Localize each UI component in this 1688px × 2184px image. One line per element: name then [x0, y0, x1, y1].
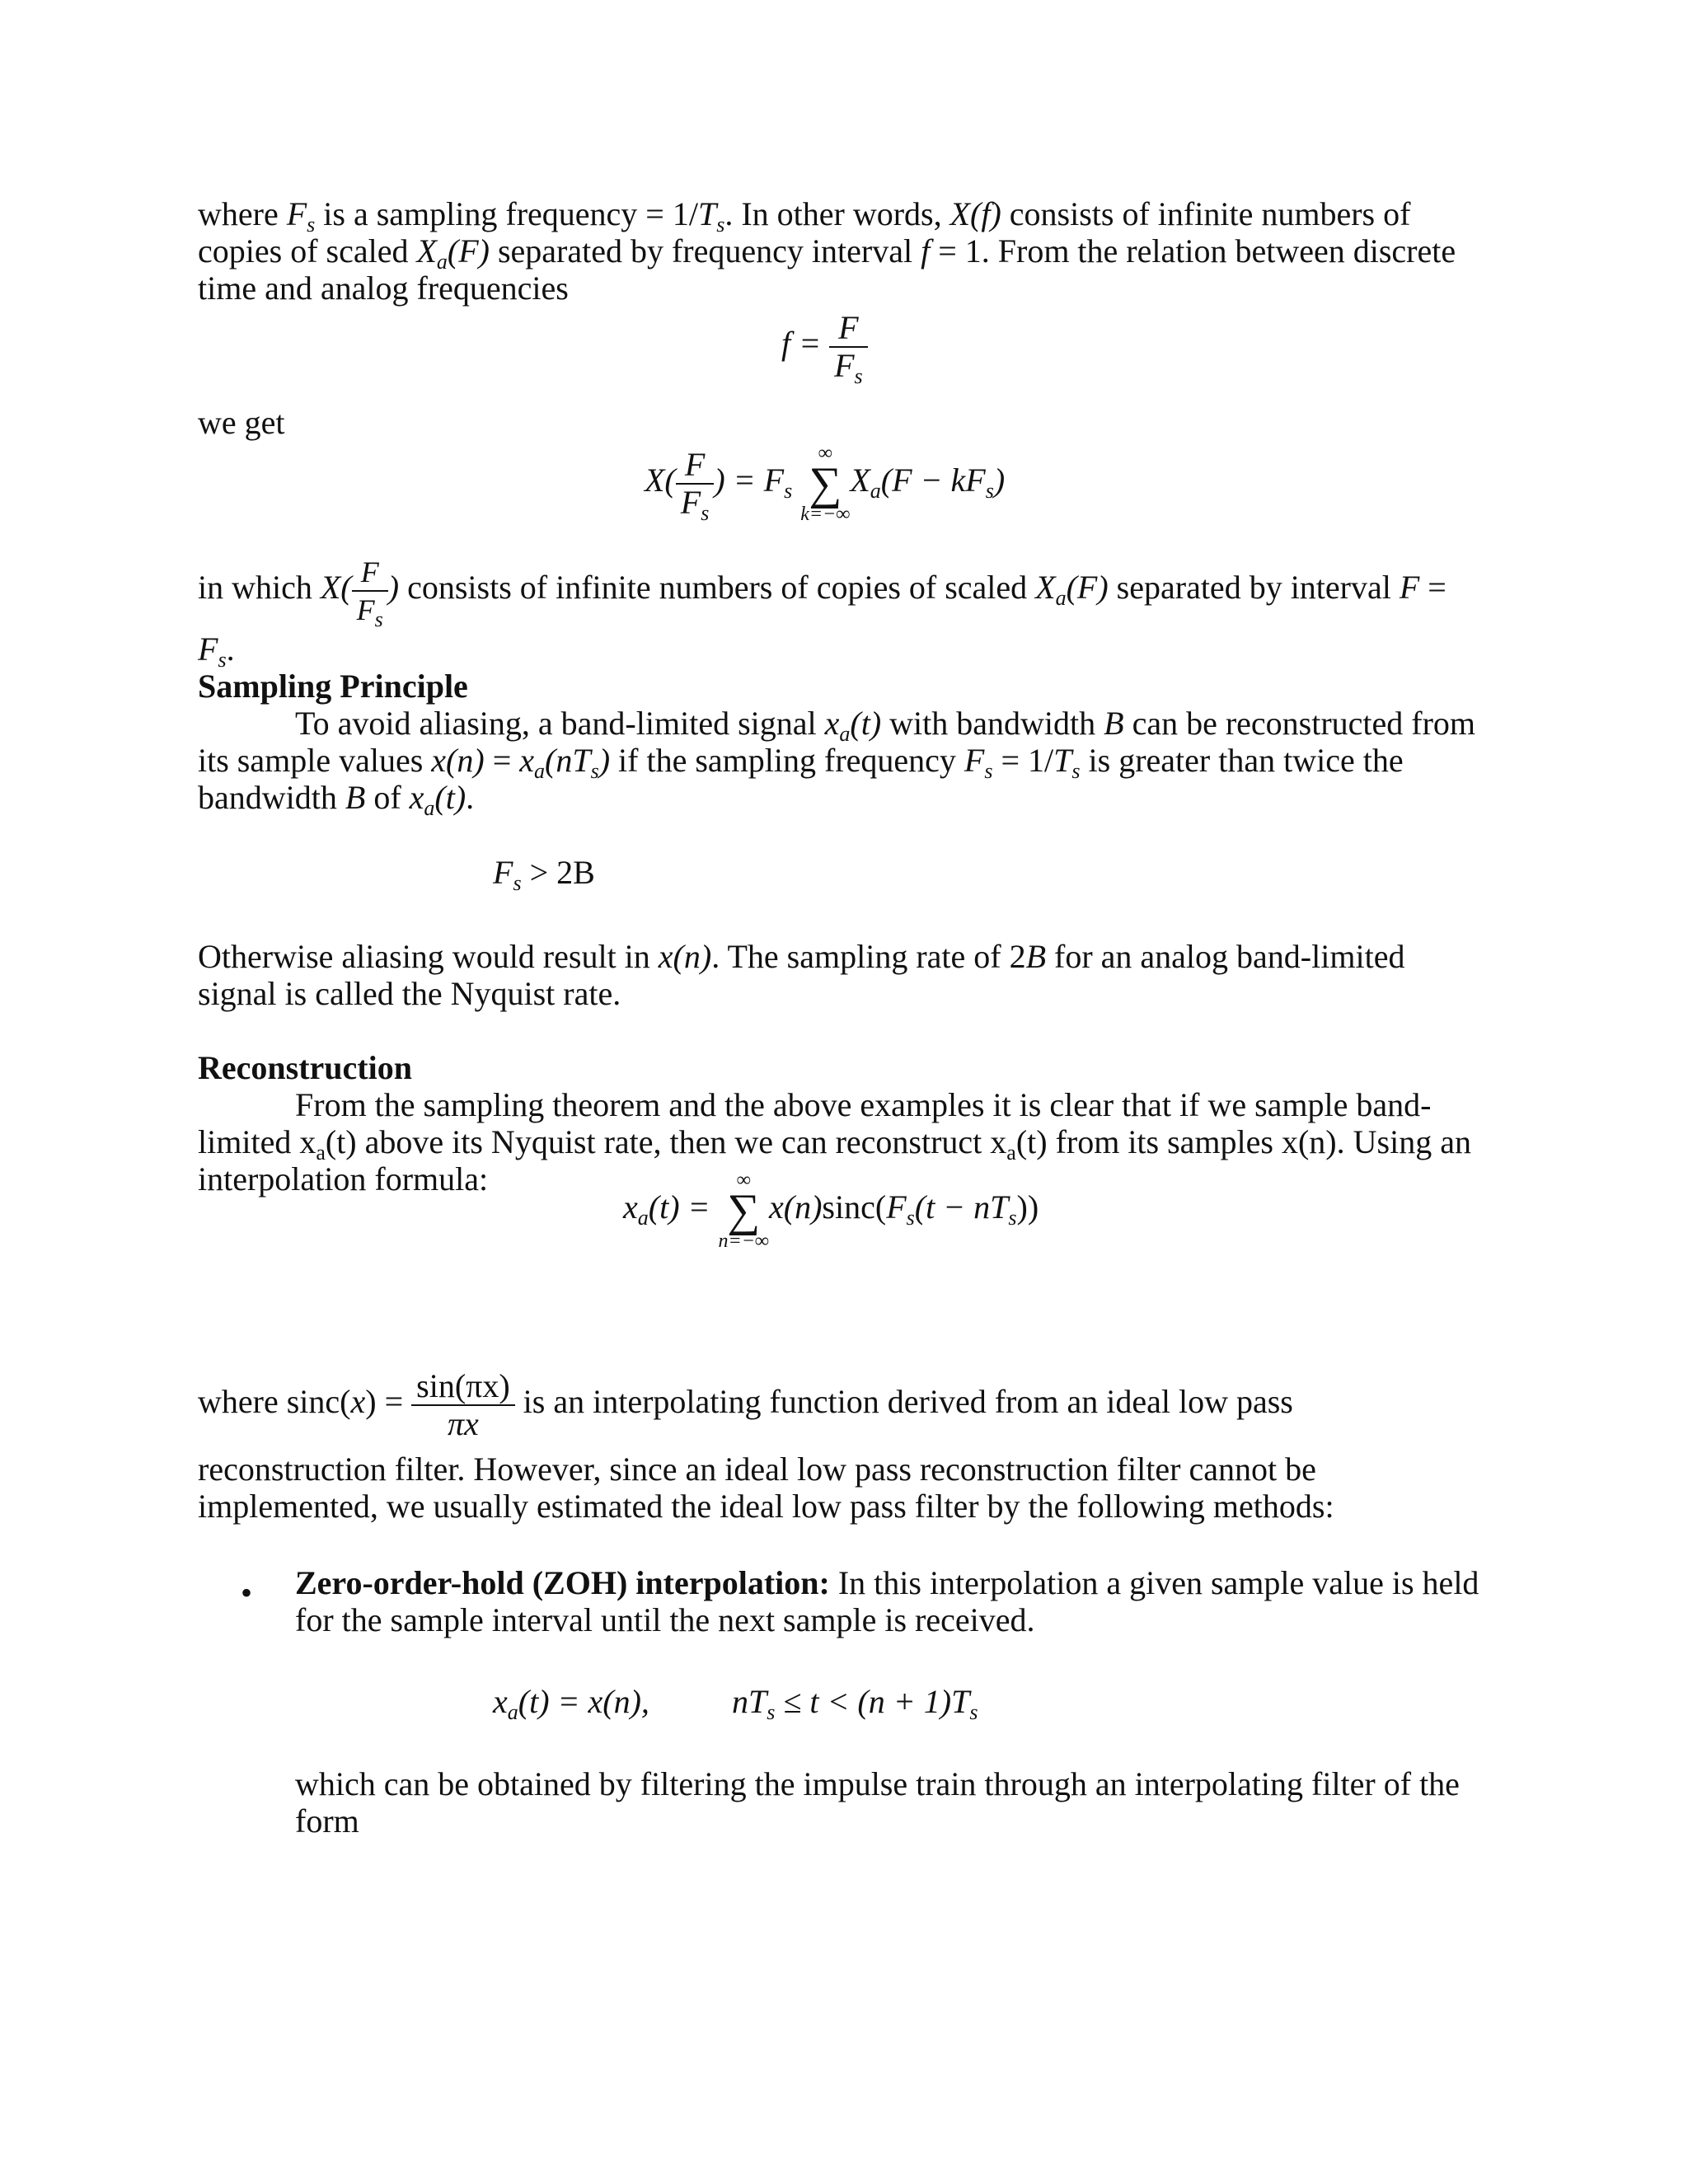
paragraph-in-which: [198, 554, 1484, 631]
equation-text: X(: [645, 462, 676, 499]
equation-text: (F − kF: [880, 462, 986, 499]
symbol: F: [1399, 569, 1420, 607]
symbol: T: [1053, 742, 1072, 779]
text: where: [198, 1383, 287, 1421]
symbol: X: [1035, 569, 1056, 607]
equation-interpolation-formula: [623, 1170, 1039, 1251]
equation-lhs: f =: [781, 325, 822, 363]
text: for an analog band-limited signal is called the Nyquist rate.: [198, 938, 1405, 1012]
symbol: X(f): [950, 195, 1001, 232]
symbol: X: [416, 232, 437, 269]
symbol: x(n): [431, 742, 485, 779]
symbol: B: [1025, 938, 1047, 975]
heading-reconstruction: Reconstruction: [198, 1049, 412, 1086]
subscript: s: [590, 759, 599, 783]
symbol: f: [921, 232, 931, 269]
symbol: (F): [447, 232, 490, 269]
numerator: F: [352, 554, 388, 592]
summation: [800, 443, 850, 524]
subscript: a: [534, 759, 546, 783]
subscript: s: [716, 213, 725, 237]
equation-text: F: [886, 1188, 907, 1226]
text: with bandwidth: [881, 705, 1104, 742]
subscript: a: [507, 1700, 518, 1724]
subscript: a: [424, 796, 435, 820]
text: From the sampling theorem and the above examples it is clear that if we sample band-limited x: [198, 1086, 1432, 1160]
symbol: F: [286, 195, 307, 232]
symbol: x: [350, 1383, 366, 1421]
text: where: [198, 195, 287, 232]
text: . The sampling rate of 2: [711, 938, 1026, 975]
numerator: F: [829, 310, 868, 348]
fraction: [676, 446, 715, 525]
text: is greater than twice the bandwidth: [198, 742, 1404, 816]
text: consists of infinite numbers of copies of scaled: [198, 195, 1411, 269]
numerator: sin(πx): [411, 1368, 515, 1406]
symbol: (t): [850, 705, 882, 742]
text: Otherwise aliasing would result in: [198, 938, 659, 975]
denominator: [352, 592, 388, 631]
text: consists of infinite numbers of copies of scaled: [399, 569, 1036, 607]
symbol: B: [1104, 705, 1124, 742]
subscript: s: [969, 1700, 978, 1724]
denominator: [676, 484, 715, 525]
sum-upper-limit: ∞: [818, 443, 832, 464]
subscript: s: [1008, 1206, 1017, 1230]
subscript: a: [436, 250, 448, 274]
subscript: s: [218, 648, 227, 672]
subscript: s: [906, 1206, 915, 1230]
equation-spectrum-replicas: [645, 443, 1005, 524]
symbol: ) =: [365, 1383, 404, 1421]
bullet-symbol: •: [241, 1574, 253, 1611]
equation-text: ) = F: [714, 462, 785, 499]
text: is a sampling frequency = 1/: [315, 195, 698, 232]
subscript: a: [1006, 1141, 1016, 1165]
numerator: F: [676, 447, 715, 485]
subscript: a: [870, 479, 881, 504]
symbol: T: [697, 195, 717, 232]
fraction: [352, 554, 388, 631]
paragraph-sampling-principle: [198, 705, 1484, 820]
equation-normalized-frequency: [781, 309, 868, 388]
text: =: [484, 742, 520, 779]
paragraph-filter-methods: reconstruction filter. However, since an ideal low pass reconstruction filter cannot be implemented, we usually estimated the ideal low pass filter by the following methods:: [198, 1451, 1334, 1525]
denominator: πx: [448, 1405, 479, 1442]
sigma-symbol: ∑: [809, 458, 842, 509]
heading-sampling-principle: Sampling Principle: [198, 668, 468, 705]
subscript: s: [985, 479, 994, 504]
subscript: s: [1071, 759, 1081, 783]
summation: [719, 1170, 770, 1251]
equation-text: sinc(: [822, 1188, 887, 1226]
subscript: s: [374, 607, 383, 631]
equation-nyquist-condition: [493, 854, 595, 895]
text: .: [466, 779, 475, 816]
text: .: [226, 630, 235, 668]
subscript: s: [784, 479, 793, 504]
paragraph-sampling-spectrum: [198, 195, 1484, 307]
text: = 1. From the relation between discrete time and analog frequencies: [198, 232, 1456, 307]
paragraph-sinc-definition: [198, 1368, 1484, 1442]
equation-text: > 2B: [521, 854, 595, 891]
symbol: F: [198, 630, 218, 668]
symbol: x: [519, 742, 535, 779]
text: In this interpolation a given sample value is held for the sample interval until the next sample is received.: [295, 1564, 1479, 1638]
text: =: [1419, 569, 1447, 607]
symbol: B: [345, 779, 366, 816]
symbol: F: [964, 742, 985, 779]
text-fs-continuation: [198, 630, 1484, 672]
equation-text: (t) =: [648, 1188, 710, 1226]
symbol: sinc(: [286, 1383, 351, 1421]
symbol: ): [598, 742, 611, 779]
sigma-symbol: ∑: [727, 1185, 761, 1236]
equation-text: F: [493, 854, 513, 891]
symbol: x: [824, 705, 840, 742]
text: separated by frequency interval: [489, 232, 921, 269]
subscript: s: [701, 501, 710, 525]
sum-upper-limit: ∞: [736, 1169, 751, 1191]
symbol: ): [387, 569, 400, 607]
equation-text: (t − nT: [914, 1188, 1009, 1226]
fraction: [411, 1368, 515, 1442]
subscript: a: [316, 1141, 326, 1165]
equation-text: ): [993, 462, 1006, 499]
text-we-get: we get: [198, 404, 285, 441]
symbol: X(: [320, 569, 352, 607]
denominator-symbol: F: [356, 593, 375, 626]
equation-zoh-condition: [732, 1683, 978, 1724]
equation-text: )): [1016, 1188, 1039, 1226]
list-item-title: Zero-order-hold (ZOH) interpolation:: [295, 1564, 830, 1601]
equation-text: x: [493, 1683, 508, 1720]
subscript: s: [307, 213, 316, 237]
denominator-symbol: F: [834, 347, 855, 384]
text: (t) from its samples x(n). Using an interpolation formula:: [198, 1123, 1471, 1197]
equation-text: nT: [732, 1683, 767, 1720]
equation-text: (t) = x(n),: [518, 1683, 649, 1720]
equation-text: X: [850, 462, 870, 499]
text: in which: [198, 569, 321, 607]
equation-text: x: [623, 1188, 638, 1226]
text: (t) above its Nyquist rate, then we can reconstruct x: [325, 1123, 1007, 1160]
fraction: [829, 309, 868, 388]
denominator: [829, 347, 868, 388]
symbol: (nT: [545, 742, 591, 779]
text: . In other words,: [724, 195, 950, 232]
subscript: a: [839, 722, 851, 746]
text: of: [365, 779, 410, 816]
text: separated by interval: [1108, 569, 1400, 607]
text: can be reconstructed from its sample values: [198, 705, 1476, 779]
list-item-zoh: [295, 1564, 1482, 1638]
equation-zoh: [493, 1683, 649, 1724]
symbol: (t): [434, 779, 467, 816]
denominator-symbol: F: [680, 484, 701, 521]
subscript: s: [854, 364, 863, 388]
subscript: s: [767, 1700, 776, 1724]
equation-text: ≤ t < (n + 1)T: [775, 1683, 970, 1720]
paragraph-interpolating-filter: which can be obtained by filtering the impulse train through an interpolating filter of the form: [295, 1765, 1460, 1840]
paragraph-nyquist-rate: [198, 938, 1484, 1012]
subscript: s: [984, 759, 993, 783]
text: = 1/: [992, 742, 1054, 779]
symbol: (F): [1066, 569, 1109, 607]
symbol: x: [409, 779, 424, 816]
sum-lower-limit: k=−∞: [800, 504, 851, 525]
equation-text: x(n): [769, 1188, 823, 1226]
subscript: a: [1055, 586, 1067, 611]
symbol: x(n): [658, 938, 712, 975]
text: if the sampling frequency: [610, 742, 964, 779]
text: To avoid aliasing, a band-limited signal: [295, 705, 825, 742]
text: is an interpolating function derived from an ideal low pass: [514, 1383, 1293, 1421]
sum-lower-limit: n=−∞: [718, 1230, 770, 1252]
subscript: s: [513, 871, 522, 895]
subscript: a: [637, 1206, 649, 1230]
